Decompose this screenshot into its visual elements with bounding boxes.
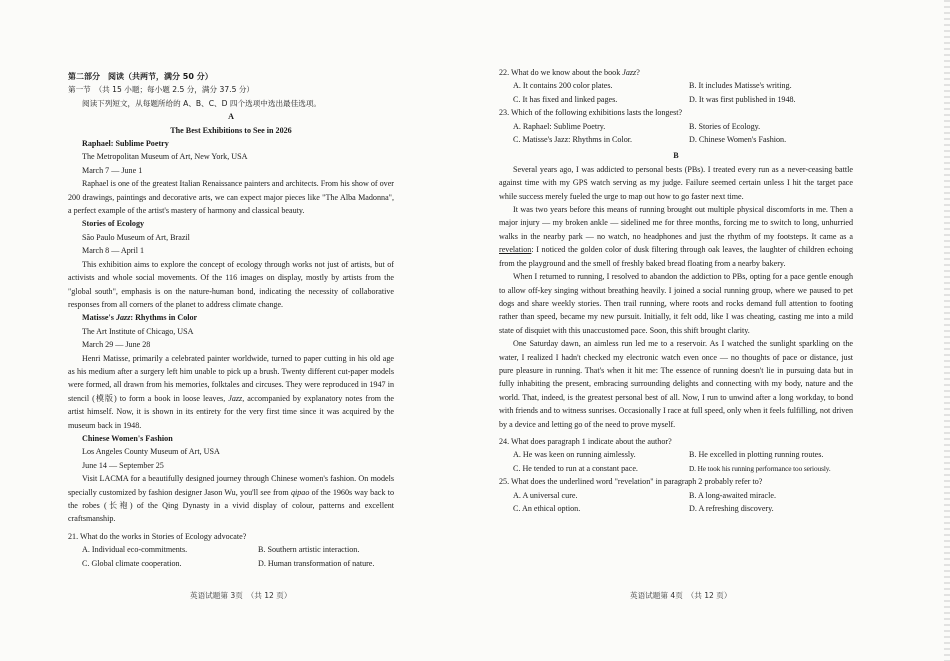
question-25-options	[499, 489, 853, 516]
part-title: 第一节 （共 15 小题；每小题 2.5 分，满分 37.5 分）	[68, 85, 255, 95]
paragraph-3: When I returned to running, I resolved to abandon the addiction to PBs, opting for a pace gentle enough to allow off-key singing without breathing heavily. I joined a social running group, where we paused to pet dogs and share weekly stories. Then trail running, where roots and rocks demand full attention to footing rather than speed, became my new pursuit. Initially, it felt odd, like I was cheating, casting me into a mild state of disquiet with this unaccustomed pace. Soon, this shift brought clarity.	[499, 272, 853, 335]
exhibition-description: Visit LACMA for a beautifully designed journey through Chinese women's fashion. On models specially customized by fashion designer Jason Wu, you'll see from qipao of the 1960s way back to the robes (长袍) of the Qing Dynasty in a vivid display of colour, patterns and excellent craftsmanship.	[68, 474, 394, 524]
exhibition-dates: June 14 — September 25	[82, 460, 164, 470]
option-d: D. It was first published in 1948.	[689, 94, 796, 104]
option-d: D. Chinese Women's Fashion.	[689, 135, 787, 145]
option-a: A. Raphael: Sublime Poetry.	[513, 121, 606, 131]
exhibition-description: This exhibition aims to explore the concept of ecology through works not just of artists, but of activists and whole social movements. Of the 116 images on display, mostly by artists from the "global south", emphasis is on the nature-human bond, indicating the necessity of collaborative responses from all corners of the planet to address climate change.	[68, 259, 394, 309]
exhibition-venue: The Metropolitan Museum of Art, New York, USA	[82, 152, 248, 162]
exhibition-name: Stories of Ecology	[82, 219, 145, 229]
paragraph-2: It was two years before this means of running brought out multiple physical discomforts in me. Then a major injury — my broken ankle — sidelined me for three months, forcing me to switch to long, unhurried walks in the nearby park — no watch, no headphones and just the rhythm of my footsteps. It came as a revelation: I noticed the golden color of dusk filtering through oak leaves, the laughter of children echoing from the playground and the smell of freshly baked bread floating from a nearby bakery.	[499, 205, 853, 268]
option-b: B. A long-awaited miracle.	[689, 490, 776, 500]
question-21-stem: 21. What do the works in Stories of Ecology advocate?	[68, 531, 247, 541]
exhibition-name: Chinese Women's Fashion	[82, 433, 173, 443]
exhibition-description: Raphael is one of the greatest Italian Renaissance painters and architects. From his show of over 200 drawings, paintings and decorative arts, we can expect major pieces like "The Alba Madonna", a perfect example of the artist's mastery of harmony and classical beauty.	[68, 179, 394, 216]
exhibition-dates: March 7 — June 1	[82, 165, 143, 175]
underlined-word: revelation	[499, 245, 532, 255]
option-c: C. Matisse's Jazz: Rhythms in Color.	[513, 135, 633, 145]
page-edge-decoration	[944, 0, 950, 661]
exhibition-dates: March 8 — April 1	[82, 246, 145, 256]
exhibition-name: Raphael: Sublime Poetry	[82, 139, 169, 149]
exhibition-venue: Los Angeles County Museum of Art, USA	[82, 447, 220, 457]
paragraph-1: Several years ago, I was addicted to personal bests (PBs). I treated every run as a never-ceasing battle against time with my GPS watch serving as my judge. Failure seemed certain unless I hit the target pace while success merely fueled the urge to map out how to go faster next time.	[499, 164, 853, 201]
exhibition-dates: March 29 — June 28	[82, 340, 151, 350]
option-c: C. He tended to run at a constant pace.	[513, 463, 638, 473]
question-25-stem: 25. What does the underlined word "revelation" in paragraph 2 probably refer to?	[499, 477, 763, 487]
option-c: C. An ethical option.	[513, 504, 581, 513]
question-24-options	[499, 448, 853, 475]
question-22-options	[499, 79, 853, 106]
option-d: D. A refreshing discovery.	[689, 504, 774, 513]
right-page	[499, 66, 853, 661]
question-21-options	[68, 543, 394, 570]
option-b: B. Southern artistic interaction.	[258, 545, 360, 555]
left-page-footer: 英语试题第 3页 （共 12 页）	[190, 591, 292, 600]
option-b: B. It includes Matisse's writing.	[689, 81, 792, 91]
passage-a-title: The Best Exhibitions to See in 2026	[170, 125, 292, 135]
passage-b-letter: B	[673, 151, 679, 161]
exhibition-venue: The Art Institute of Chicago, USA	[82, 326, 194, 336]
instruction: 阅读下列短文，从每题所给的 A、B、C、D 四个选项中选出最佳选项。	[82, 98, 322, 108]
left-page	[68, 70, 394, 661]
option-d: D. Human transformation of nature.	[258, 558, 375, 568]
question-23-options	[499, 120, 853, 147]
option-d: D. He took his running performance too seriously.	[689, 463, 831, 473]
option-a: A. A universal cure.	[513, 490, 578, 500]
section-title: 第二部分 阅读（共两节，满分 50 分）	[68, 72, 213, 81]
option-c: C. Global climate cooperation.	[82, 558, 182, 568]
option-a: A. Individual eco-commitments.	[82, 545, 188, 555]
question-23-stem: 23. Which of the following exhibitions lasts the longest?	[499, 108, 683, 118]
paragraph-4: One Saturday dawn, an aimless run led me to a reservoir. As I watched the sunlight sparkling on the water, I realized I hadn't checked my electronic watch even once — no thoughts of pace or distance, just pure pleasure in running. That's when it hit me: The essence of running doesn't lie in pursuing data but in fully inhabiting the present, embracing surrounding delights and connecting with my body, nature and the world. That, indeed, is the greatest personal best of all. Now, I run to unwind after a long workday, to bond with friends and to witness sunrises. Occasionally I race at full speed, only when it feels fulfilling, not driven by a device and letting go of the need to prove myself.	[499, 339, 853, 429]
exhibition-name: Matisse's Jazz: Rhythms in Color	[82, 313, 198, 323]
option-b: B. He excelled in plotting running routes.	[689, 450, 824, 460]
exhibition-description: Henri Matisse, primarily a celebrated painter worldwide, turned to paper cutting in his old age as his medium after a surgery left him unable to pick up a brush. Twenty different cut-paper models were formed, all drawn from his memories, folktales and circuses. They were reproduced in 1947 in stencil (模版) to form a book in loose leaves, Jazz, accompanied by explanatory notes from the artist himself. Now, it is shown in its entirety for the very first time since it was acquired by the museum back in 1948.	[68, 353, 394, 430]
right-page-footer: 英语试题第 4页 （共 12 页）	[630, 591, 732, 600]
question-22-stem: 22. What do we know about the book Jazz?	[499, 68, 640, 77]
option-c: C. It has fixed and linked pages.	[513, 94, 618, 104]
option-a: A. It contains 200 color plates.	[513, 81, 613, 91]
passage-a-letter: A	[228, 112, 234, 122]
exhibition-venue: São Paulo Museum of Art, Brazil	[82, 232, 190, 242]
option-a: A. He was keen on running aimlessly.	[513, 450, 636, 460]
option-b: B. Stories of Ecology.	[689, 121, 761, 131]
question-24-stem: 24. What does paragraph 1 indicate about the author?	[499, 436, 672, 446]
